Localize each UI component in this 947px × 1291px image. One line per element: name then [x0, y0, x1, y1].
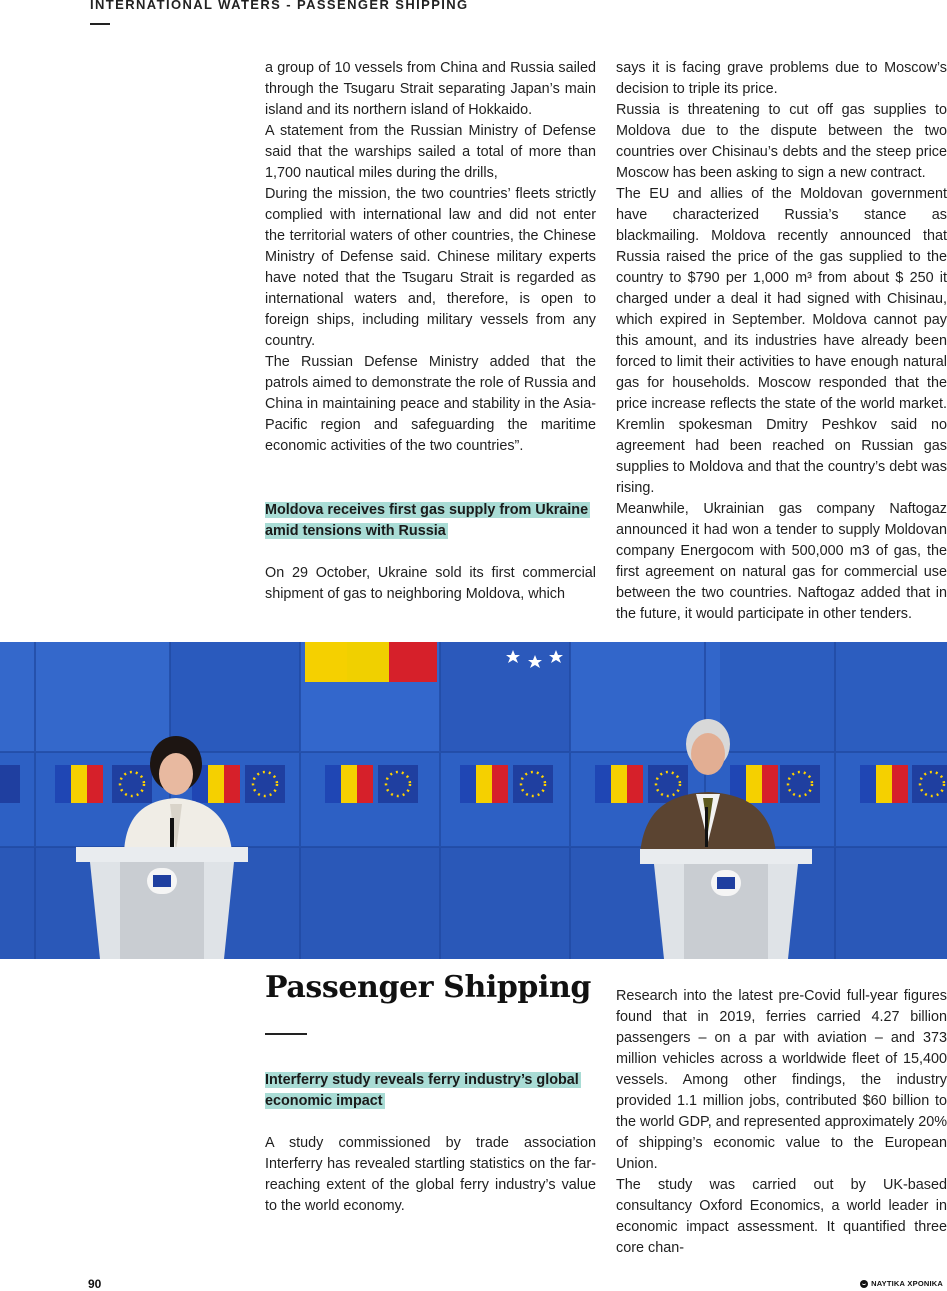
top-moldova-flag — [305, 642, 437, 682]
press-conference-photo — [0, 642, 947, 959]
body-paragraph: A statement from the Russian Ministry of Defense said that the warships sailed a total of more than 1,700 nautical miles during the drills, — [265, 123, 596, 181]
article-two-left-column — [265, 1133, 596, 1217]
moldova-subhead-text: Moldova receives first gas supply from Ukraine amid tensions with Russia — [265, 502, 589, 539]
right-podium — [640, 849, 812, 959]
body-paragraph: The study was carried out by UK-based consultancy Oxford Economics, a world leader in economic impact assessment. It quantified three core chan- — [616, 1177, 947, 1256]
body-paragraph: During the mission, the two countries’ fleets strictly complied with international law and did not enter the territorial waters of other countries, the Chinese Ministry of Defense said. Chinese military experts have noted that the Tsugaru Strait is regarded as international waters and, therefore, is open to foreign ships, including military vessels from any country. — [265, 186, 596, 349]
body-paragraph: says it is facing grave problems due to Moscow’s decision to triple its price. — [616, 60, 947, 97]
section-title: Passenger Shipping — [265, 970, 591, 1005]
publication-name — [860, 1279, 943, 1288]
flag-row — [0, 765, 947, 803]
article-one-right-column — [616, 58, 947, 625]
moldova-subhead — [265, 500, 605, 542]
article-one-left-column — [265, 58, 596, 457]
body-paragraph: Russia is threatening to cut off gas supplies to Moldova due to the dispute between the two countries over Chisinau’s debts and the steep price Moscow has been asking to sign a new contract. — [616, 102, 947, 181]
publication-logo-icon — [860, 1280, 868, 1288]
section-rule — [265, 1033, 307, 1035]
body-paragraph: a group of 10 vessels from China and Russia sailed through the Tsugaru Strait separating Japan’s main island and its northern island of Hokkaido. — [265, 60, 596, 118]
body-paragraph: The EU and allies of the Moldovan government have characterized Russia’s stance as blackmailing. Moldova recently announced that Russia raised the price of the gas supplied to the country to $790 per 1,000 m³ from about $ 250 it charged under a deal it had signed with Chisinau, which expired in September. Moldova cannot pay this amount, and its industries have already been forced to limit their activities to have enough natural gas for households. Moscow responded that the price increase reflects the state of the world market. Kremlin spokesman Dmitry Peshkov said no agreement had been reached on Russian gas supplies to Moldova and that the country’s debt was rising. — [616, 186, 947, 496]
interferry-subhead-text: Interferry study reveals ferry industry’s global economic impact — [265, 1072, 579, 1109]
interferry-subhead — [265, 1070, 605, 1112]
running-head: INTERNATIONAL WATERS - PASSENGER SHIPPING — [90, 0, 469, 12]
body-paragraph: Meanwhile, Ukrainian gas company Naftogaz announced it had won a tender to supply Moldovan company Energocom with 500,000 m3 of gas, the first agreement on natural gas for commercial use between the two countries. Naftogaz added that in the future, it would participate in other tenders. — [616, 501, 947, 622]
body-paragraph: Research into the latest pre-Covid full-year figures found that in 2019, ferries carried 4.27 billion passengers – on a par with aviation – and 373 million vehicles across a worldwide fleet of 15,400 vessels. Among other findings, the industry provided 1.1 million jobs, contributed $60 billion to the world GDP, and represented approximately 20% of shipping’s economic value to the European Union. — [616, 988, 947, 1172]
publication-name-text: ΝΑΥΤΙΚΑ ΧΡΟΝΙΚΑ — [871, 1279, 943, 1288]
running-head-rule — [90, 23, 110, 25]
page-number: 90 — [88, 1277, 102, 1291]
left-podium — [76, 847, 248, 959]
body-paragraph: A study commissioned by trade association Interferry has revealed startling statistics on the far-reaching extent of the global ferry industry’s value to the world economy. — [265, 1135, 596, 1214]
body-paragraph: The Russian Defense Ministry added that the patrols aimed to demonstrate the role of Russia and China in maintaining peace and stability in the Asia-Pacific region and safeguarding the maritime economic activities of the two countries”. — [265, 354, 596, 454]
body-paragraph: On 29 October, Ukraine sold its first commercial shipment of gas to neighboring Moldova, which — [265, 565, 596, 602]
article-two-right-column — [616, 986, 947, 1259]
article-one-left-column-continued — [265, 563, 596, 605]
